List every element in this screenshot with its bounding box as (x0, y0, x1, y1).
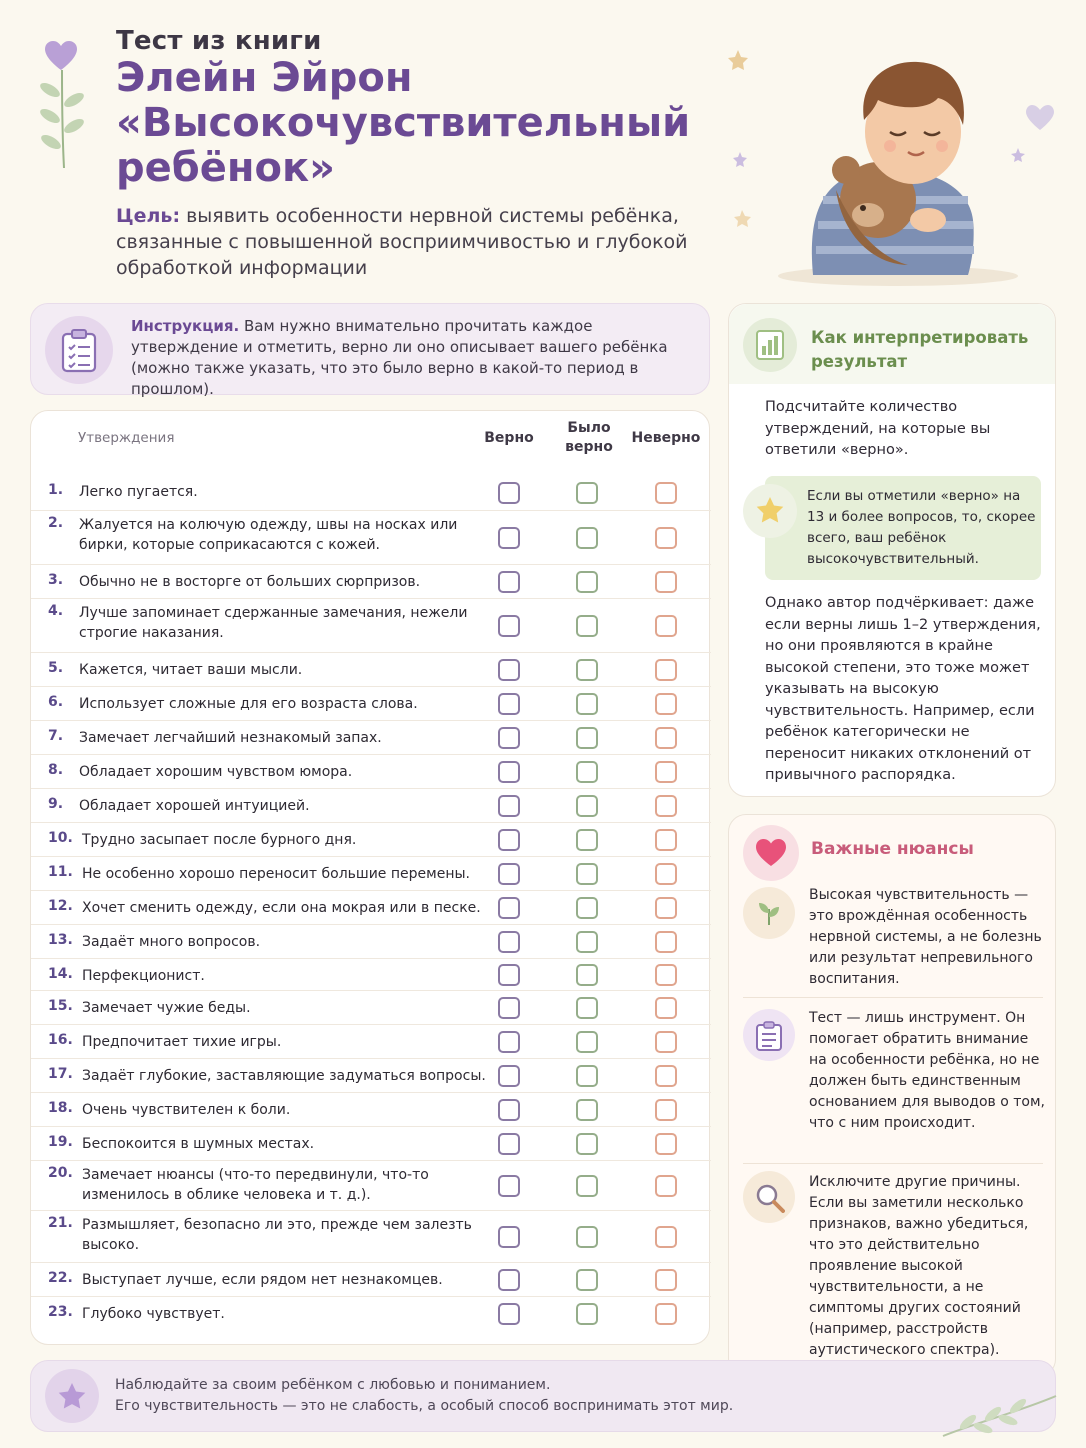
interpretation-highlight (765, 476, 1041, 580)
statement-text: Замечает легчайший незнакомый запах. (79, 730, 382, 746)
heart-decoration-icon (1026, 105, 1054, 130)
checkbox-false[interactable] (655, 761, 677, 783)
checkbox-false[interactable] (655, 997, 677, 1019)
row-number: 19. (48, 1134, 73, 1150)
checkbox-true[interactable] (498, 1175, 520, 1197)
star-icon (743, 484, 797, 538)
instruction-card (30, 303, 710, 398)
row-number: 17. (48, 1066, 73, 1082)
checkbox-false[interactable] (655, 1269, 677, 1291)
statement-text: Хочет сменить одежду, если она мокрая или в песке. (82, 900, 481, 916)
row-number: 22. (48, 1270, 73, 1286)
title-line-1: Элейн Эйрон (116, 55, 413, 101)
table-row (31, 1025, 711, 1059)
checkbox-was-true[interactable] (576, 897, 598, 919)
statement-text: Беспокоится в шумных местах. (82, 1136, 315, 1152)
checkbox-true[interactable] (498, 997, 520, 1019)
checkbox-false[interactable] (655, 693, 677, 715)
row-number: 2. (48, 515, 64, 531)
star-decoration-icon (1011, 148, 1025, 162)
nuances-title: Важные нюансы (811, 839, 974, 859)
checkbox-true[interactable] (498, 1099, 520, 1121)
statement-text: Легко пугается. (79, 484, 198, 500)
interpretation-highlight-text: Если вы отметили «верно» на 13 и более вопросов, то, скорее всего, ваш ребёнок высокочувствительный. (807, 488, 1036, 567)
checkbox-was-true[interactable] (576, 693, 598, 715)
table-row (31, 1093, 711, 1127)
interpretation-title: Как интерпретировать результат (811, 328, 1029, 371)
column-header-statements: Утверждения (78, 430, 175, 446)
nuance-item-text: Исключите другие причины. Если вы заметили несколько признаков, важно убедиться, что это действительно проявление высокой чувствительности, а не симптомы других состояний (например, расстройств аутистического спектра). (809, 1174, 1029, 1358)
checkbox-true[interactable] (498, 1269, 520, 1291)
checkbox-true[interactable] (498, 693, 520, 715)
checkbox-true[interactable] (498, 1065, 520, 1087)
interpretation-step: Подсчитайте количество утверждений, на которые вы ответили «верно». (765, 399, 991, 458)
column-header-true: Верно (484, 430, 534, 446)
checkbox-true[interactable] (498, 931, 520, 953)
nuance-item-text: Высокая чувствительность — это врождённая особенность нервной системы, а не болезнь или результат непревильного воспитания. (809, 887, 1042, 987)
leaves-decoration-icon (938, 1392, 1058, 1440)
footer-banner (30, 1360, 1056, 1432)
column-header-was-true-line2: верно (565, 439, 613, 455)
checkbox-true[interactable] (498, 1031, 520, 1053)
checkbox-was-true[interactable] (576, 1031, 598, 1053)
table-row (31, 721, 711, 755)
goal-text (116, 203, 716, 281)
table-row (31, 959, 711, 991)
footer-line-2: Его чувствительность — это не слабость, а особый способ воспринимать этот мир. (115, 1398, 734, 1414)
checkbox-was-true[interactable] (576, 1269, 598, 1291)
row-number: 12. (48, 898, 73, 914)
interpretation-note: Однако автор подчёркивает: даже если верны лишь 1–2 утверждения, но они проявляются в крайне высокой степени, это тоже может указывать на высокую чувствительность. Например, если ребёнок категорически не переносит никаких отклонений от привычного распорядка. (765, 595, 1041, 783)
table-row (31, 755, 711, 789)
clipboard-icon (45, 316, 113, 384)
row-number: 13. (48, 932, 73, 948)
checkbox-false[interactable] (655, 571, 677, 593)
table-row (31, 511, 711, 565)
table-row (31, 565, 711, 599)
checkbox-false[interactable] (655, 1065, 677, 1087)
checkbox-was-true[interactable] (576, 1099, 598, 1121)
heart-icon (743, 825, 799, 881)
checkbox-was-true[interactable] (576, 659, 598, 681)
statement-text: Обладает хорошим чувством юмора. (79, 764, 353, 780)
checkbox-was-true[interactable] (576, 829, 598, 851)
checkbox-true[interactable] (498, 615, 520, 637)
checkbox-true[interactable] (498, 863, 520, 885)
checkbox-was-true[interactable] (576, 527, 598, 549)
checkbox-true[interactable] (498, 482, 520, 504)
nuance-item-text: Тест — лишь инструмент. Он помогает обратить внимание на особенности ребёнка, но не должен быть единственным основанием для выводов о том, что с ним происходит. (809, 1010, 1046, 1131)
statement-text: Очень чувствителен к боли. (82, 1102, 291, 1118)
checkbox-false[interactable] (655, 863, 677, 885)
table-row (31, 1127, 711, 1161)
checkbox-was-true[interactable] (576, 761, 598, 783)
column-header-was-true (561, 419, 617, 457)
instruction-text (131, 316, 701, 400)
checkbox-false[interactable] (655, 1133, 677, 1155)
statement-text: Жалуется на колючую одежду, швы на носках или бирки, которые соприкасаются с кожей. (79, 517, 458, 553)
checkbox-was-true[interactable] (576, 1175, 598, 1197)
checkbox-true[interactable] (498, 964, 520, 986)
magnifier-icon (743, 1171, 795, 1223)
nuances-card (728, 814, 1056, 1377)
row-number: 9. (48, 796, 64, 812)
statement-text: Обычно не в восторге от больших сюрпризов. (79, 574, 421, 590)
statement-text: Выступает лучше, если рядом нет незнакомцев. (82, 1272, 443, 1288)
statement-text: Замечает чужие беды. (82, 1000, 251, 1016)
statement-text: Использует сложные для его возраста слова. (79, 696, 418, 712)
statement-text: Замечает нюансы (что-то передвинули, что-то изменилось в облике человека и т. д.). (82, 1167, 429, 1203)
checkbox-was-true[interactable] (576, 1065, 598, 1087)
table-row (31, 1211, 711, 1263)
child-with-teddy-illustration (718, 40, 1068, 290)
footer-text (115, 1375, 915, 1417)
table-row (31, 1059, 711, 1093)
checkbox-true[interactable] (498, 897, 520, 919)
checkbox-false[interactable] (655, 1226, 677, 1248)
statement-text: Не особенно хорошо переносит большие перемены. (82, 866, 470, 882)
table-row (31, 1263, 711, 1297)
checkbox-was-true[interactable] (576, 997, 598, 1019)
heart-decoration-icon (44, 40, 78, 72)
row-number: 4. (48, 603, 64, 619)
statement-text: Глубоко чувствует. (82, 1306, 225, 1322)
star-decoration-icon (733, 152, 747, 167)
table-row (31, 475, 711, 511)
checkbox-false[interactable] (655, 1175, 677, 1197)
statement-text: Предпочитает тихие игры. (82, 1034, 282, 1050)
goal-label: Цель: (116, 205, 181, 227)
row-number: 5. (48, 660, 64, 676)
checkbox-false[interactable] (655, 829, 677, 851)
column-header-false: Неверно (631, 430, 701, 446)
table-row (31, 653, 711, 687)
checkbox-false[interactable] (655, 931, 677, 953)
row-number: 11. (48, 864, 73, 880)
checkbox-was-true[interactable] (576, 863, 598, 885)
statement-text: Трудно засыпает после бурного дня. (82, 832, 357, 848)
table-row (31, 789, 711, 823)
checkbox-true[interactable] (498, 1303, 520, 1325)
column-header-was-true-line1: Было (567, 420, 611, 436)
row-number: 10. (48, 830, 73, 846)
checkbox-false[interactable] (655, 795, 677, 817)
checkbox-true[interactable] (498, 659, 520, 681)
table-row (31, 599, 711, 653)
star-icon (45, 1369, 99, 1423)
clipboard-icon (743, 1009, 795, 1061)
table-row (31, 891, 711, 925)
checkbox-true[interactable] (498, 527, 520, 549)
divider (743, 997, 1043, 998)
checkbox-was-true[interactable] (576, 482, 598, 504)
checkbox-was-true[interactable] (576, 1226, 598, 1248)
row-number: 8. (48, 762, 64, 778)
statement-text: Обладает хорошей интуицией. (79, 798, 310, 814)
checkbox-false[interactable] (655, 615, 677, 637)
table-row (31, 857, 711, 891)
statement-text: Задаёт глубокие, заставляющие задуматься вопросы. (82, 1068, 486, 1084)
checkbox-was-true[interactable] (576, 571, 598, 593)
checkbox-was-true[interactable] (576, 931, 598, 953)
statement-text: Задаёт много вопросов. (82, 934, 261, 950)
checkbox-was-true[interactable] (576, 964, 598, 986)
row-number: 1. (48, 482, 64, 498)
interpretation-card (728, 303, 1056, 797)
row-number: 3. (48, 572, 64, 588)
star-decoration-icon (728, 50, 748, 70)
sprig-decoration-icon (34, 70, 90, 170)
checkbox-true[interactable] (498, 795, 520, 817)
checkbox-true[interactable] (498, 571, 520, 593)
row-number: 20. (48, 1165, 73, 1181)
title-line-3: ребёнок» (116, 145, 335, 191)
row-number: 21. (48, 1215, 73, 1231)
checkbox-false[interactable] (655, 1031, 677, 1053)
table-row (31, 925, 711, 959)
checkbox-false[interactable] (655, 527, 677, 549)
row-number: 6. (48, 694, 64, 710)
header-kicker: Тест из книги (116, 26, 322, 56)
checkbox-false[interactable] (655, 659, 677, 681)
checkbox-was-true[interactable] (576, 1303, 598, 1325)
checkbox-false[interactable] (655, 964, 677, 986)
checkbox-true[interactable] (498, 761, 520, 783)
statement-text: Кажется, читает ваши мысли. (79, 662, 303, 678)
row-number: 16. (48, 1032, 73, 1048)
checkbox-true[interactable] (498, 727, 520, 749)
checkbox-true[interactable] (498, 1133, 520, 1155)
checkbox-was-true[interactable] (576, 727, 598, 749)
row-number: 15. (48, 998, 73, 1014)
instruction-body: Вам нужно внимательно прочитать каждое утверждение и отметить, верно ли оно описывает вашего ребёнка (можно также указать, что это было верно в какой-то период в прошлом). (131, 317, 668, 398)
checkbox-false[interactable] (655, 1303, 677, 1325)
title-line-2: «Высокочувствительный (116, 100, 691, 146)
row-number: 23. (48, 1304, 73, 1320)
statement-text: Лучше запоминает сдержанные замечания, нежели строгие наказания. (79, 605, 468, 641)
star-decoration-icon (734, 210, 751, 227)
checkbox-true[interactable] (498, 1226, 520, 1248)
table-row (31, 687, 711, 721)
table-row (31, 1297, 711, 1331)
instruction-label: Инструкция. (131, 317, 240, 335)
table-row (31, 823, 711, 857)
checkbox-true[interactable] (498, 829, 520, 851)
checkbox-false[interactable] (655, 482, 677, 504)
row-number: 7. (48, 728, 64, 744)
chart-icon (743, 318, 797, 372)
sprout-icon (743, 887, 795, 939)
footer-line-1: Наблюдайте за своим ребёнком с любовью и пониманием. (115, 1377, 551, 1393)
table-row (31, 991, 711, 1025)
row-number: 14. (48, 966, 73, 982)
questionnaire-table (30, 410, 710, 1345)
statement-text: Размышляет, безопасно ли это, прежде чем залезть высоко. (82, 1217, 472, 1253)
checkbox-was-true[interactable] (576, 1133, 598, 1155)
checkbox-false[interactable] (655, 1099, 677, 1121)
row-number: 18. (48, 1100, 73, 1116)
checkbox-was-true[interactable] (576, 615, 598, 637)
goal-body: выявить особенности нервной системы ребёнка, связанные с повышенной восприимчивостью и глубокой обработкой информации (116, 205, 688, 279)
header (116, 26, 716, 281)
checkbox-was-true[interactable] (576, 795, 598, 817)
checkbox-false[interactable] (655, 897, 677, 919)
divider (743, 1163, 1043, 1164)
checkbox-false[interactable] (655, 727, 677, 749)
table-row (31, 1161, 711, 1211)
statement-text: Перфекционист. (82, 968, 205, 984)
